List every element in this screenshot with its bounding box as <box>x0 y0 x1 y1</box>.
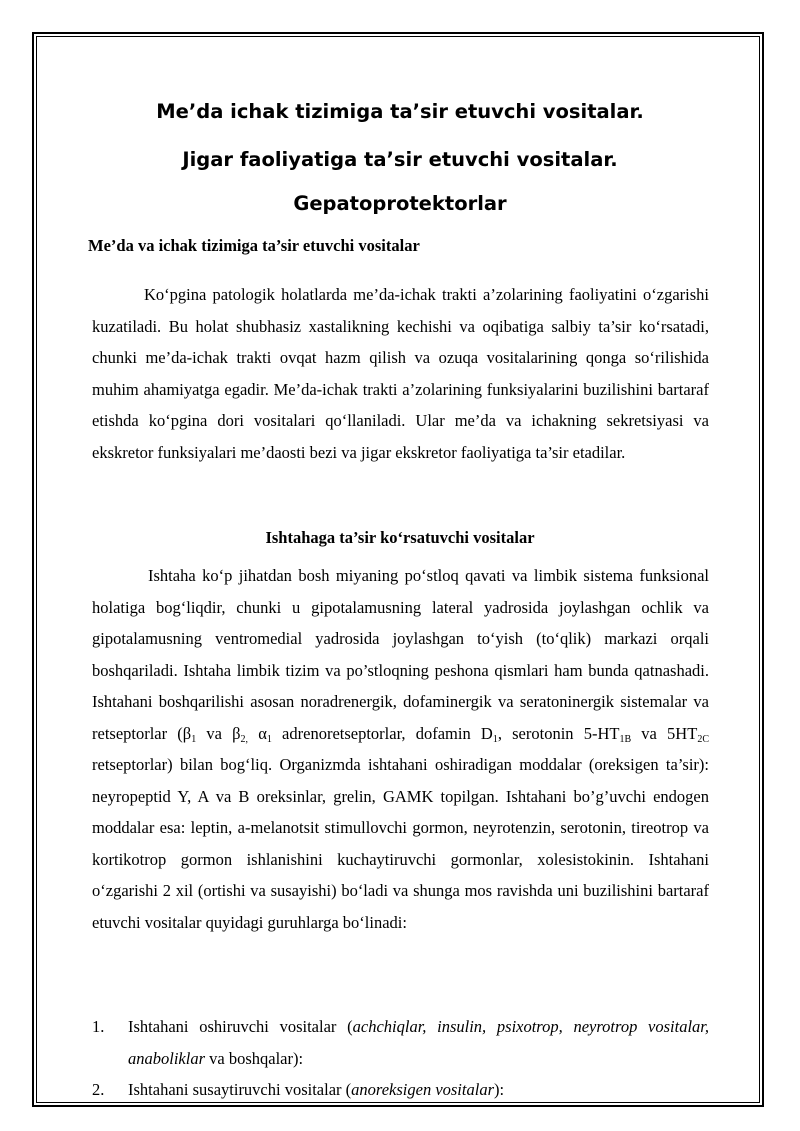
paragraph-text: va β <box>196 723 241 743</box>
section-heading-gi: Me’da va ichak tizimiga ta’sir etuvchi vositalar <box>88 236 420 255</box>
section-paragraph-gi <box>92 279 709 468</box>
list-text: Ishtahani oshiruvchi vositalar ( <box>128 1017 353 1036</box>
list-number: 1. <box>92 1017 105 1036</box>
paragraph-text-end: retseptorlar) bilan bog‘liq. Organizmda ishtahani oshiradigan moddalar (oreksigen ta’sir): neyropeptid Y, A va B oreksinlar, grelin, GAMK topilgan. Ishtahani bo’g’uvchi endogen moddalar esa: leptin, a-melanotsit stimullovchi gormon, neyrotenzin, serotonin, tireotrop va kortikotrop gormon ishlanishini kuchaytiruvchi gormonlar, xolesistokinin. Ishtahani o‘zgarishi 2 xil (ortishi va susayishi) bo‘ladi va shunga mos ravishda uni buzilishini bartaraf etuvchi vositalar quyidagi guruhlarga bo‘linadi: <box>92 755 709 932</box>
list-italic-text: anoreksigen vositalar <box>351 1080 494 1099</box>
list-item <box>92 1074 709 1106</box>
paragraph-text: α <box>248 723 267 743</box>
subscript: 2, <box>240 733 249 745</box>
list-text: ): <box>493 1080 505 1099</box>
subscript: 1 <box>492 733 498 745</box>
section-heading-appetite: Ishtahaga ta’sir ko‘rsatuvchi vositalar <box>265 528 535 547</box>
numbered-list <box>92 1011 709 1106</box>
list-number: 2. <box>92 1080 105 1099</box>
list-item-text <box>128 1074 709 1106</box>
list-italic-text: achchiqlar, insulin, psixotrop, neyrotrop vositalar, anaboliklar <box>128 1017 710 1068</box>
paragraph-text: Ko‘pgina patologik holatlarda me’da-ichak trakti a’zolarining faoliyatini o‘zgarishi kuzatiladi. Bu holat shubhasiz xastalikning kechishi va oqibatiga salbiy ta’sir ko‘rsatadi, chunki me’da-ichak trakti ovqat hazm qilish va ozuqa vositalarining qonga so‘rilishida muhim ahamiyatga egadir. Me’da-ichak trakti a’zolarining funksiyalarini buzilishini bartaraf etishda ko‘pgina dori vositalari qo‘llaniladi. Ular me’da va ichakning sekretsiyasi va ekskretor funksiyalari me’daosti bezi va jigar ekskretor faoliyatiga ta’sir etadilar. <box>92 285 709 462</box>
paragraph-text: va 5HT <box>631 723 698 743</box>
list-text: va boshqalar): <box>205 1048 304 1068</box>
subscript: 1 <box>266 733 272 745</box>
list-text: Ishtahani susaytiruvchi vositalar ( <box>128 1080 352 1099</box>
subscript: 1B <box>619 733 632 745</box>
paragraph-text: adrenoretseptorlar, dofamin D <box>271 723 493 743</box>
subscript: 2C <box>697 733 709 745</box>
subscript: 1 <box>191 733 197 745</box>
section-paragraph-appetite <box>92 560 709 938</box>
list-item <box>92 1011 709 1074</box>
page-title-line-1: Me’da ichak tizimiga ta’sir etuvchi vositalar. <box>156 100 644 123</box>
paragraph-text-start: Ishtaha ko‘p jihatdan bosh miyaning po‘stloq qavati va limbik sistema funksional holatiga bog‘liqdir, chunki u gipotalamusning lateral yadrosida joylashgan ochlik va gipotalamusning ventromedial yadrosida joylashgan to‘yish (to‘qlik) markazi orqali boshqariladi. Ishtaha limbik tizim va po’stloqning peshona qismlari ham bunda qatnashadi. Ishtahani boshqarilishi asosan noradrenergik, dofaminergik va seratoninergik sistemalar va retseptorlar (β <box>92 566 709 743</box>
paragraph-text: , serotonin 5-HT <box>497 723 620 743</box>
page-title-line-2: Jigar faoliyatiga ta’sir etuvchi vositalar. <box>182 148 618 171</box>
page-title-line-3: Gepatoprotektorlar <box>293 192 507 215</box>
list-item-text <box>128 1011 709 1074</box>
